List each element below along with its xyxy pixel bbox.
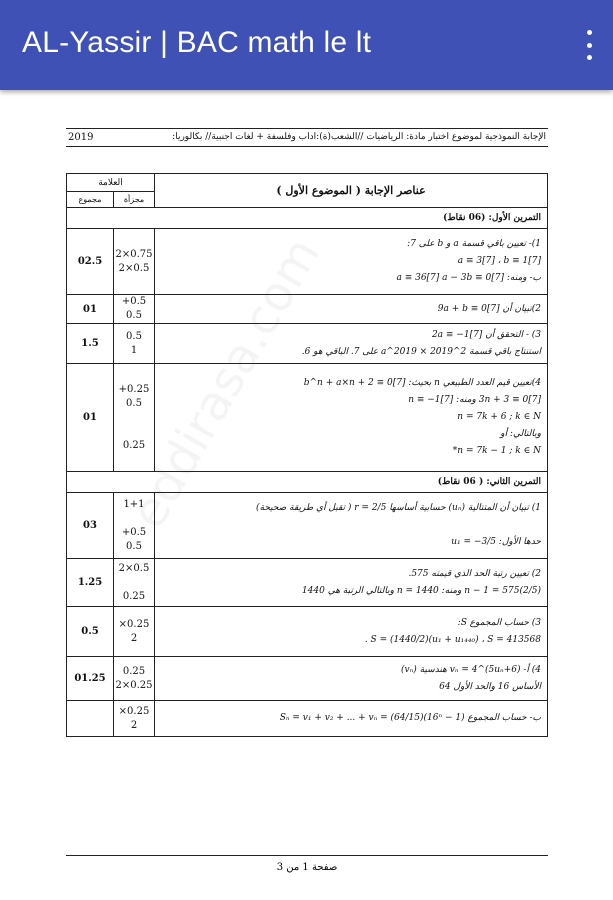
part-mark: 0.25 bbox=[122, 439, 146, 451]
part-mark: 2×0.25 bbox=[115, 679, 153, 691]
part-mark bbox=[114, 425, 154, 439]
header-rule-bottom bbox=[66, 146, 548, 147]
part-mark: 2×0.75 bbox=[115, 248, 153, 260]
answer-line bbox=[161, 517, 541, 534]
answer-line: الأساس 16 والحد الأول 64 bbox=[439, 681, 541, 692]
answer-line: ب- حساب المجموع Sₙ = v₁ + v₂ + ... + vₙ = (64/15)(16ⁿ − 1) bbox=[279, 713, 541, 723]
document-header bbox=[68, 132, 546, 146]
row-answer bbox=[155, 229, 548, 295]
row-parts bbox=[114, 493, 155, 559]
row-answer bbox=[155, 324, 548, 364]
row-total: 01 bbox=[67, 364, 114, 472]
part-mark bbox=[114, 512, 154, 526]
answer-line: n = 7k + 6 ; k ∈ N bbox=[457, 412, 541, 422]
page-footer: صفحة 1 من 3 bbox=[276, 862, 338, 873]
part-mark: 1 bbox=[130, 344, 138, 356]
app-bar bbox=[0, 0, 613, 90]
part-mark: 1+1 bbox=[123, 498, 145, 510]
total-header: مجموع bbox=[67, 192, 114, 208]
row-total: 1.25 bbox=[67, 559, 114, 607]
exercise-2-title: التمرين الثاني: ( 06 نقاط) bbox=[67, 472, 548, 493]
answer-table bbox=[66, 173, 548, 737]
row-total: 1.5 bbox=[67, 324, 114, 364]
answer-line: حدها الأول: u₁ = −3/5 bbox=[451, 537, 541, 547]
part-mark: +0.5 bbox=[121, 526, 147, 538]
answer-row bbox=[67, 559, 548, 607]
row-parts bbox=[114, 364, 155, 472]
row-answer bbox=[155, 701, 548, 737]
row-parts bbox=[114, 324, 155, 364]
part-mark: 2 bbox=[130, 632, 138, 644]
header-year: 2019 bbox=[68, 132, 94, 143]
exercise-1-rows bbox=[67, 229, 548, 472]
answer-line: 2) تعيين رتبة الحد الذي قيمته 575. bbox=[408, 568, 541, 579]
part-mark: 2 bbox=[130, 719, 138, 731]
row-parts bbox=[114, 657, 155, 701]
answer-row bbox=[67, 493, 548, 559]
answer-row bbox=[67, 657, 548, 701]
answer-line: a ≡ 3[7] ، b ≡ 1[7] bbox=[457, 256, 541, 266]
answer-row bbox=[67, 607, 548, 657]
part-mark: 2×0.5 bbox=[118, 262, 150, 274]
answer-line: S = (1440/2)(u₁ + u₁₄₄₀) ، S = 413568 . bbox=[364, 634, 541, 645]
part-mark: +0.25 bbox=[118, 383, 150, 395]
answer-line: n = 7k − 1 ; k ∈ N* bbox=[452, 446, 541, 456]
row-answer bbox=[155, 607, 548, 657]
part-mark: ×0.25 bbox=[118, 705, 150, 717]
answer-line: (2/5)n − 1 = 575 ومنه: n = 1440 وبالتالي الرتبة هي 1440 bbox=[301, 585, 541, 596]
document-page[interactable] bbox=[0, 90, 613, 900]
grade-header: العلامة bbox=[67, 174, 155, 192]
more-vert-icon[interactable] bbox=[583, 30, 595, 60]
answer-header: عناصر الإجابة ( الموضوع الأول ) bbox=[155, 174, 548, 208]
part-mark: 2×0.5 bbox=[118, 562, 150, 574]
part-mark: 0.5 bbox=[126, 310, 142, 321]
part-mark: 0.5 bbox=[126, 397, 142, 409]
row-total: 02.5 bbox=[67, 229, 114, 295]
answer-line: استنتاج باقي قسمة 2^2019 × a^2019 على 7. الباقي هو 6. bbox=[301, 346, 541, 357]
row-parts bbox=[114, 295, 155, 324]
answer-row bbox=[67, 364, 548, 472]
footer-rule bbox=[66, 855, 548, 856]
answer-line: 3) حساب المجموع S: bbox=[457, 617, 541, 628]
part-mark bbox=[114, 576, 154, 590]
part-mark: 0.5 bbox=[126, 540, 142, 552]
row-total: 01.25 bbox=[67, 657, 114, 701]
answer-line: 2)تبيان أن 9a + b ≡ 0[7] bbox=[437, 303, 541, 314]
exercise-1-title: التمرين الأول: (06 نقاط) bbox=[67, 208, 548, 229]
app-title: AL-Yassir | BAC math le lt bbox=[22, 26, 372, 59]
part-mark: 0.5 bbox=[126, 330, 142, 342]
part-mark bbox=[114, 411, 154, 425]
answer-row bbox=[67, 701, 548, 737]
row-answer bbox=[155, 364, 548, 472]
row-answer bbox=[155, 559, 548, 607]
answer-row bbox=[67, 229, 548, 295]
row-answer bbox=[155, 295, 548, 324]
answer-line: 3n + 3 ≡ 0[7] ومنه: n ≡ −1[7] bbox=[408, 395, 541, 405]
exercise-2-rows bbox=[67, 493, 548, 737]
answer-line: ب- ومنه: a ≡ 36[7] a − 3b ≡ 0[7] bbox=[396, 273, 541, 283]
row-total bbox=[67, 701, 114, 737]
row-parts bbox=[114, 607, 155, 657]
answer-line: 4)تعيين قيم العدد الطبيعي n بحيث: b^n + a×n + 2 ≡ 0[7] bbox=[303, 378, 541, 388]
part-mark: 0.25 bbox=[122, 590, 146, 602]
row-parts bbox=[114, 559, 155, 607]
header-text: الإجابة النموذجية لموضوع اختبار مادة: الرياضيات //الشعب(ة):آداب وفلسفة + لغات أجنبية// بكالوريا: bbox=[172, 132, 546, 142]
answer-line: 3) - التحقق أن 2a ≡ −1[7] bbox=[431, 329, 541, 340]
row-parts bbox=[114, 229, 155, 295]
answer-line: 4) أ- vₙ = 4^(5uₙ+6) هندسية (vₙ) bbox=[400, 664, 541, 675]
answer-line: 1) تبيان أن المتتالية (uₙ) حسابية أساسها r = 2/5 ( تقبل أي طريقة صحيحة) bbox=[255, 503, 541, 513]
part-mark: ×0.25 bbox=[118, 618, 150, 630]
row-answer bbox=[155, 493, 548, 559]
answer-line: وبالتالي: أو bbox=[500, 429, 541, 439]
part-mark: +0.5 bbox=[121, 296, 147, 307]
part-mark: 0.25 bbox=[122, 665, 146, 677]
row-total: 0.5 bbox=[67, 607, 114, 657]
row-total: 01 bbox=[67, 295, 114, 324]
header-rule-top bbox=[66, 128, 548, 129]
answer-line: 1)- تعيين باقي قسمة a و b على 7: bbox=[407, 239, 541, 249]
row-answer bbox=[155, 657, 548, 701]
answer-row bbox=[67, 324, 548, 364]
answer-row bbox=[67, 295, 548, 324]
row-parts bbox=[114, 701, 155, 737]
part-header: مجزأة bbox=[114, 192, 155, 208]
row-total: 03 bbox=[67, 493, 114, 559]
